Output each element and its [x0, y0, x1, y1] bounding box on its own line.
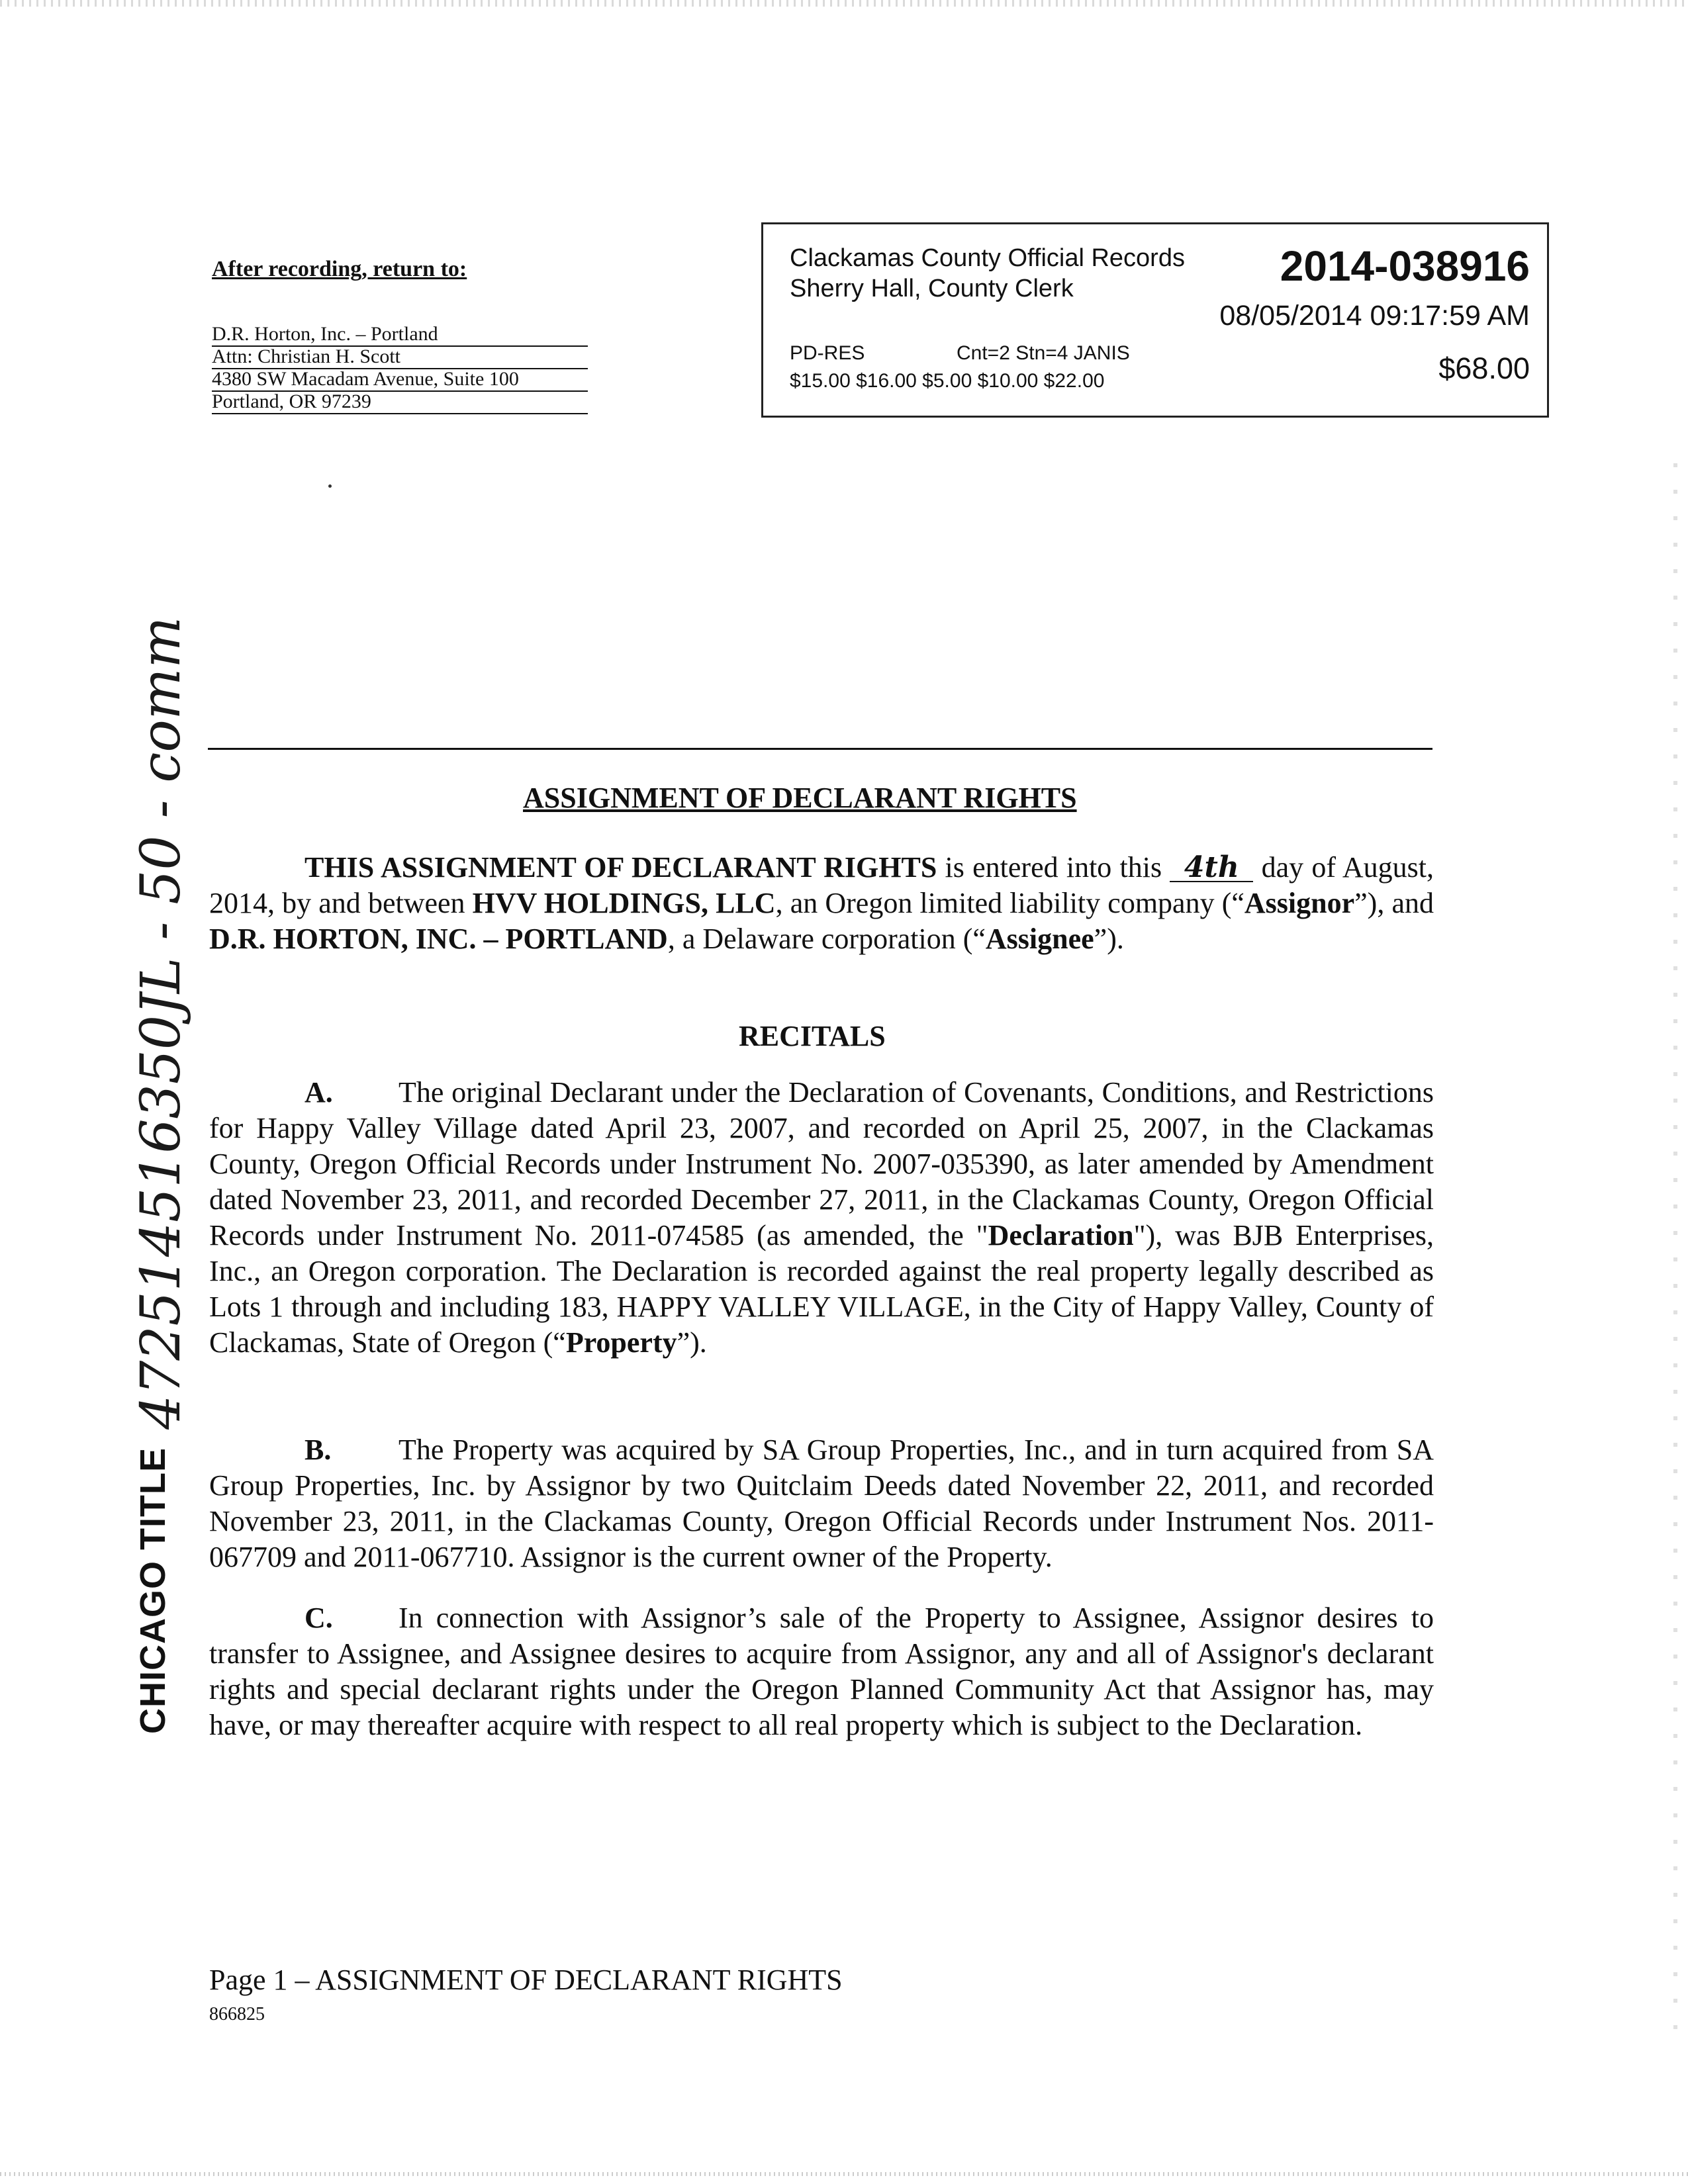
assignee-name: D.R. HORTON, INC. – PORTLAND	[209, 923, 668, 955]
recitals-heading: RECITALS	[739, 1020, 886, 1052]
scan-noise-bottom	[0, 2172, 1688, 2176]
recital-a-text-2: "), was BJB Enterprises, Inc., an Oregon corporation. The Declaration is recorded against the real property legally described as Lots 1 through and including 183, HAPPY VALLEY VILLAGE, in the City of Happy Valley, County of Clackamas, State of Oregon (“	[209, 1219, 1434, 1359]
document-title: ASSIGNMENT OF DECLARANT RIGHTS	[523, 782, 1077, 814]
recital-b-text: The Property was acquired by SA Group Properties, Inc., and in turn acquired from SA Group Properties, Inc. by Assignor by two Quitclaim Deeds dated November 22, 2011, and recorded November 23, 2011, in the Clackamas County, Oregon Official Records under Instrument Nos. 2011-067709 and 2011-067710. Assignor is the current owner of the Property.	[209, 1433, 1434, 1573]
intro-text-5: , a Delaware corporation (“	[667, 923, 986, 955]
return-line-3: 4380 SW Macadam Avenue, Suite 100	[212, 368, 588, 392]
chicago-title-stamp: CHICAGO TITLE	[133, 1447, 173, 1734]
document-number: 866825	[209, 2004, 265, 2025]
recording-clerk: Sherry Hall, County Clerk	[790, 275, 1074, 302]
intro-paragraph	[209, 850, 1434, 957]
recital-a	[209, 1075, 1434, 1361]
recording-total: $68.00	[1438, 351, 1530, 385]
intro-text-3: , an Oregon limited liability company (“	[775, 887, 1244, 919]
horizontal-rule	[208, 748, 1432, 750]
scan-speck	[328, 484, 332, 488]
assignee-term: Assignee	[985, 923, 1094, 955]
intro-text-6: ”).	[1094, 923, 1124, 955]
recital-c-label: C.	[305, 1602, 333, 1634]
intro-text-2: day of August, 2014, by and between	[209, 851, 1434, 919]
recording-office: Clackamas County Official Records	[790, 244, 1185, 272]
recital-a-text-1: The original Declarant under the Declaration of Covenants, Conditions, and Restrictions for Happy Valley Village dated April 23, 2007, and recorded on April 25, 2007, in the Clackamas County, Oregon Official Records under Instrument No. 2007-035390, as later amended by Amendment dated November 23, 2011, and recorded December 27, 2011, in the Clackamas County, Oregon Official Records under Instrument No. 2011-074585 (as amended, the "	[209, 1076, 1434, 1251]
recording-fees: $15.00 $16.00 $5.00 $10.00 $22.00	[790, 370, 1105, 392]
page-footer: Page 1 – ASSIGNMENT OF DECLARANT RIGHTS	[209, 1964, 843, 1996]
return-to-heading: After recording, return to:	[212, 257, 467, 281]
recital-b	[209, 1432, 1434, 1575]
recital-c	[209, 1600, 1434, 1743]
recording-code: PD-RES	[790, 342, 865, 364]
scan-noise-top	[0, 0, 1688, 7]
recital-a-text-3: ”).	[677, 1326, 707, 1359]
instrument-number: 2014-038916	[1280, 242, 1530, 290]
handwritten-file-number: 472514516350JL - 50 - comm	[130, 616, 193, 1430]
intro-text-4: ”), and	[1354, 887, 1434, 919]
return-line-4: Portland, OR 97239	[212, 390, 588, 414]
property-term: Property	[565, 1326, 677, 1359]
recording-stamp-box	[761, 222, 1549, 418]
recital-b-label: B.	[305, 1433, 332, 1466]
intro-text-1: is entered into this	[937, 851, 1170, 884]
declaration-term: Declaration	[988, 1219, 1134, 1251]
recording-counts: Cnt=2 Stn=4 JANIS	[957, 342, 1130, 364]
return-line-1: D.R. Horton, Inc. – Portland	[212, 323, 588, 347]
return-line-2: Attn: Christian H. Scott	[212, 345, 588, 369]
recital-a-label: A.	[305, 1076, 333, 1109]
intro-title-bold: THIS ASSIGNMENT OF DECLARANT RIGHTS	[305, 851, 937, 884]
scan-noise-right	[1673, 463, 1677, 2052]
assignor-term: Assignor	[1244, 887, 1355, 919]
recording-datetime: 08/05/2014 09:17:59 AM	[1219, 300, 1530, 332]
assignor-name: HVV HOLDINGS, LLC	[472, 887, 776, 919]
day-blank: 4th	[1170, 854, 1253, 882]
recital-c-text: In connection with Assignor’s sale of the Property to Assignee, Assignor desires to transfer to Assignee, and Assignee desires to acquire from Assignor, any and all of Assignor's declarant rights and special declarant rights under the Oregon Planned Community Act that Assignor has, may have, or may thereafter acquire with respect to all real property which is subject to the Declaration.	[209, 1602, 1434, 1741]
